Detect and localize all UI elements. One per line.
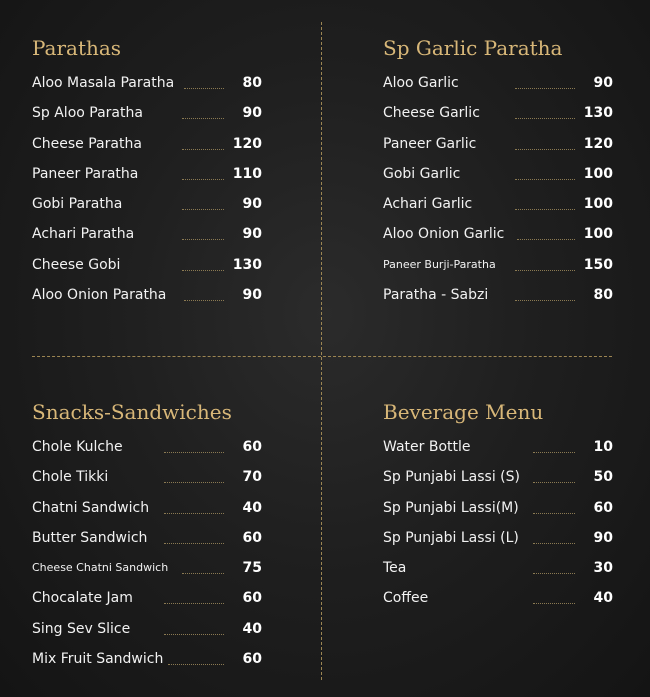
item-name: Paneer Paratha: [32, 165, 139, 182]
menu-row: [32, 225, 262, 255]
item-price: 90: [242, 105, 262, 122]
leader-dots: [515, 209, 575, 210]
item-price: 100: [583, 165, 613, 182]
item-price: 80: [242, 75, 262, 91]
leader-dots: [164, 543, 224, 544]
item-name: Sp Punjabi Lassi (S): [383, 469, 520, 486]
menu-row: [32, 104, 262, 134]
item-price: 40: [242, 499, 262, 516]
leader-dots: [517, 239, 575, 240]
leader-dots: [533, 603, 575, 604]
menu-row: [383, 135, 613, 165]
item-price: 130: [232, 256, 262, 273]
item-name: Sp Punjabi Lassi(M): [383, 499, 519, 516]
item-name: Paratha - Sabzi: [383, 287, 489, 304]
leader-dots: [515, 300, 575, 301]
item-price: 120: [583, 135, 613, 152]
menu-row: [383, 104, 613, 134]
horizontal-divider: [32, 356, 612, 357]
menu-row: [32, 195, 262, 225]
item-name: Cheese Garlic: [383, 105, 480, 122]
section-snacks-sandwiches: [32, 400, 262, 680]
leader-dots: [182, 209, 224, 210]
menu-row: [32, 256, 262, 286]
menu-row: [32, 620, 262, 650]
item-price: 90: [242, 287, 262, 304]
menu-row: [32, 589, 262, 619]
menu-row: [32, 499, 262, 529]
item-name: Paneer Burji-Paratha: [383, 257, 496, 271]
item-name: Sing Sev Slice: [32, 620, 131, 637]
leader-dots: [182, 179, 224, 180]
vertical-divider: [321, 22, 322, 680]
leader-dots: [164, 452, 224, 453]
item-name: Cheese Paratha: [32, 135, 142, 152]
menu-row: [383, 286, 613, 316]
item-price: 90: [242, 226, 262, 243]
item-name: Butter Sandwich: [32, 529, 148, 546]
item-price: 40: [593, 590, 613, 607]
item-name: Mix Fruit Sandwich: [32, 651, 164, 668]
item-name: Achari Garlic: [383, 196, 473, 213]
menu-row: [383, 468, 613, 498]
item-price: 60: [242, 529, 262, 546]
menu-row: [32, 165, 262, 195]
item-name: Coffee: [383, 590, 429, 607]
menu-row: [383, 438, 613, 468]
item-price: 50: [593, 469, 613, 486]
menu-row: [32, 468, 262, 498]
section-sp-garlic-paratha: [383, 36, 613, 316]
item-price: 75: [242, 560, 262, 577]
menu-row: [383, 499, 613, 529]
item-price: 60: [242, 590, 262, 607]
item-price: 90: [593, 75, 613, 91]
leader-dots: [515, 88, 575, 89]
leader-dots: [182, 239, 224, 240]
leader-dots: [182, 270, 224, 271]
item-name: Water Bottle: [383, 439, 471, 455]
item-name: Chocalate Jam: [32, 590, 133, 607]
item-name: Sp Aloo Paratha: [32, 105, 143, 122]
leader-dots: [533, 543, 575, 544]
leader-dots: [182, 118, 224, 119]
menu-row: [383, 256, 613, 286]
item-name: Gobi Garlic: [383, 165, 461, 182]
menu-row: [32, 74, 262, 104]
leader-dots: [182, 573, 224, 574]
leader-dots: [164, 482, 224, 483]
item-price: 90: [593, 529, 613, 546]
menu-row: [383, 225, 613, 255]
item-price: 70: [242, 469, 262, 486]
item-price: 60: [242, 651, 262, 668]
item-name: Achari Paratha: [32, 226, 135, 243]
leader-dots: [184, 88, 224, 89]
menu-row: [383, 529, 613, 559]
leader-dots: [164, 634, 224, 635]
leader-dots: [515, 118, 575, 119]
menu-row: [32, 286, 262, 316]
item-price: 90: [242, 196, 262, 213]
menu-row: [32, 559, 262, 589]
item-name: Aloo Masala Paratha: [32, 75, 175, 91]
item-name: Aloo Onion Garlic: [383, 226, 505, 243]
item-name: Chole Tikki: [32, 469, 109, 486]
leader-dots: [533, 513, 575, 514]
item-name: Aloo Onion Paratha: [32, 287, 167, 304]
leader-dots: [533, 482, 575, 483]
leader-dots: [164, 603, 224, 604]
item-price: 80: [593, 287, 613, 304]
item-name: Chole Kulche: [32, 439, 123, 455]
leader-dots: [515, 270, 575, 271]
leader-dots: [164, 513, 224, 514]
leader-dots: [515, 179, 575, 180]
item-price: 40: [242, 620, 262, 637]
menu-row: [32, 650, 262, 680]
item-price: 30: [593, 560, 613, 577]
item-price: 60: [593, 499, 613, 516]
section-parathas: [32, 36, 262, 316]
menu-row: [32, 438, 262, 468]
menu-row: [383, 74, 613, 104]
item-name: Cheese Chatni Sandwich: [32, 561, 169, 575]
item-name: Gobi Paratha: [32, 196, 123, 213]
item-price: 110: [232, 165, 262, 182]
leader-dots: [168, 664, 224, 665]
section-title: Snacks-Sandwiches: [32, 400, 232, 424]
leader-dots: [182, 149, 224, 150]
item-price: 60: [242, 439, 262, 455]
menu-row: [383, 559, 613, 589]
leader-dots: [533, 573, 575, 574]
item-price: 130: [583, 105, 613, 122]
item-name: Chatni Sandwich: [32, 499, 150, 516]
item-price: 100: [583, 196, 613, 213]
item-price: 120: [232, 135, 262, 152]
section-title: Sp Garlic Paratha: [383, 36, 563, 60]
leader-dots: [184, 300, 224, 301]
item-price: 10: [593, 439, 613, 455]
item-name: Tea: [383, 560, 407, 577]
item-name: Sp Punjabi Lassi (L): [383, 529, 519, 546]
item-name: Aloo Garlic: [383, 75, 459, 91]
menu-row: [32, 529, 262, 559]
item-price: 100: [583, 226, 613, 243]
item-name: Paneer Garlic: [383, 135, 477, 152]
section-beverage-menu: [383, 400, 613, 620]
leader-dots: [533, 452, 575, 453]
menu-row: [383, 589, 613, 619]
item-name: Cheese Gobi: [32, 256, 121, 273]
menu-row: [383, 195, 613, 225]
item-price: 150: [583, 256, 613, 273]
section-title: Beverage Menu: [383, 400, 544, 424]
section-title: Parathas: [32, 36, 122, 60]
menu-row: [383, 165, 613, 195]
leader-dots: [515, 149, 575, 150]
menu-row: [32, 135, 262, 165]
